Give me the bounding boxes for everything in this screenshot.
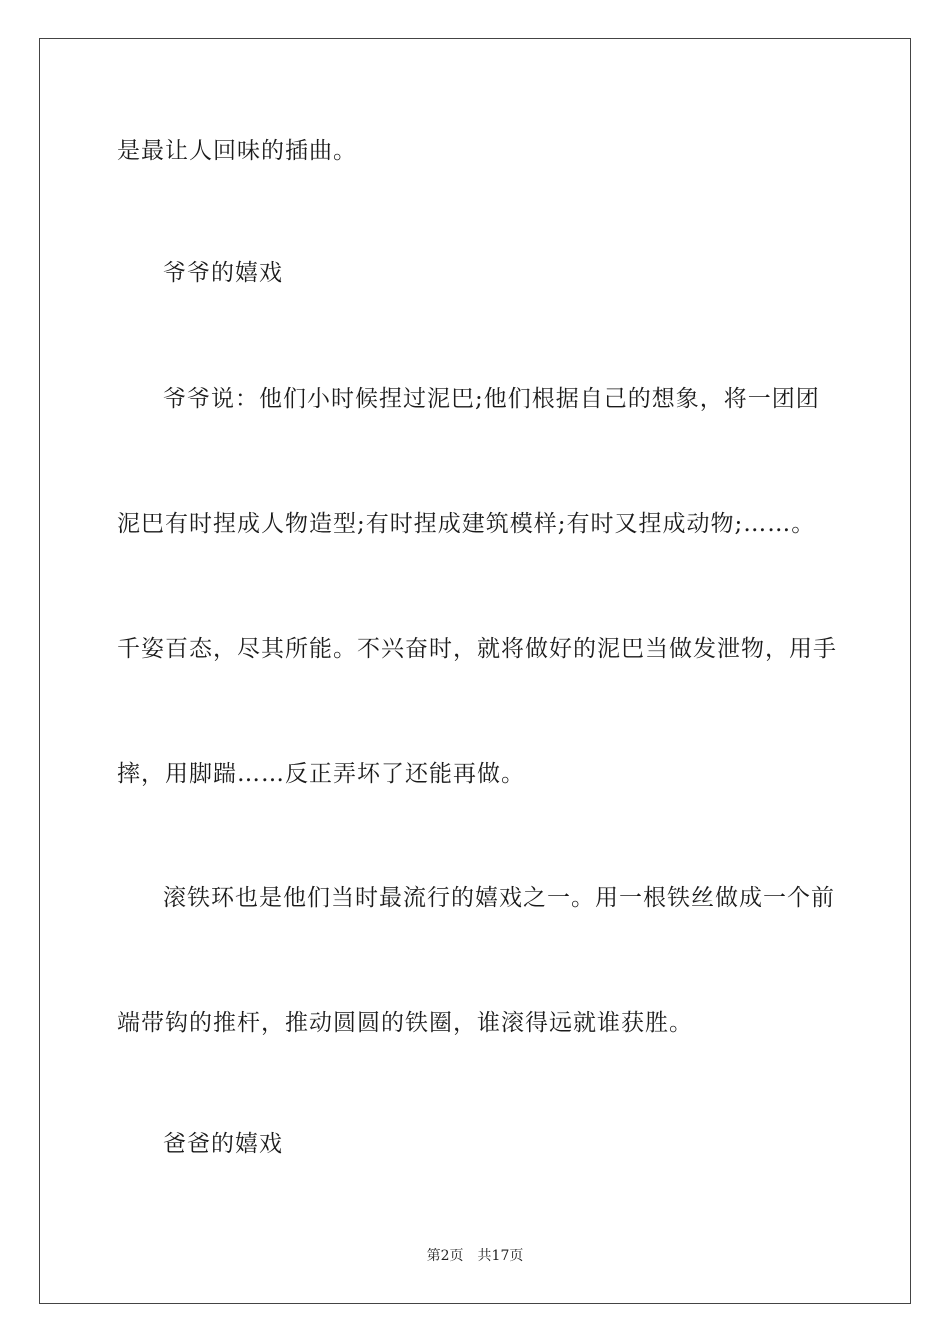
- paragraph-line: 千姿百态，尽其所能。不兴奋时，就将做好的泥巴当做发泄物，用手: [117, 636, 837, 662]
- paragraph-line: 滚铁环也是他们当时最流行的嬉戏之一。用一根铁丝做成一个前: [163, 885, 835, 911]
- paragraph-line: 泥巴有时捏成人物造型;有时捏成建筑模样;有时又捏成动物;……。: [117, 511, 816, 537]
- paragraph-line: 爷爷说：他们小时候捏过泥巴;他们根据自己的想象，将一团团: [163, 386, 820, 412]
- section-heading-dad: 爸爸的嬉戏: [163, 1131, 283, 1157]
- paragraph-line: 是最让人回味的插曲。: [117, 138, 357, 164]
- paragraph-line: 摔，用脚踹……反正弄坏了还能再做。: [117, 761, 525, 787]
- section-heading-grandpa: 爷爷的嬉戏: [163, 260, 283, 286]
- paragraph-line: 端带钩的推杆，推动圆圆的铁圈，谁滚得远就谁获胜。: [117, 1010, 693, 1036]
- page-frame: [39, 38, 911, 1304]
- page-number: 第2页: [426, 1248, 464, 1264]
- page-footer: [0, 1246, 950, 1266]
- page-total: 共17页: [477, 1248, 524, 1264]
